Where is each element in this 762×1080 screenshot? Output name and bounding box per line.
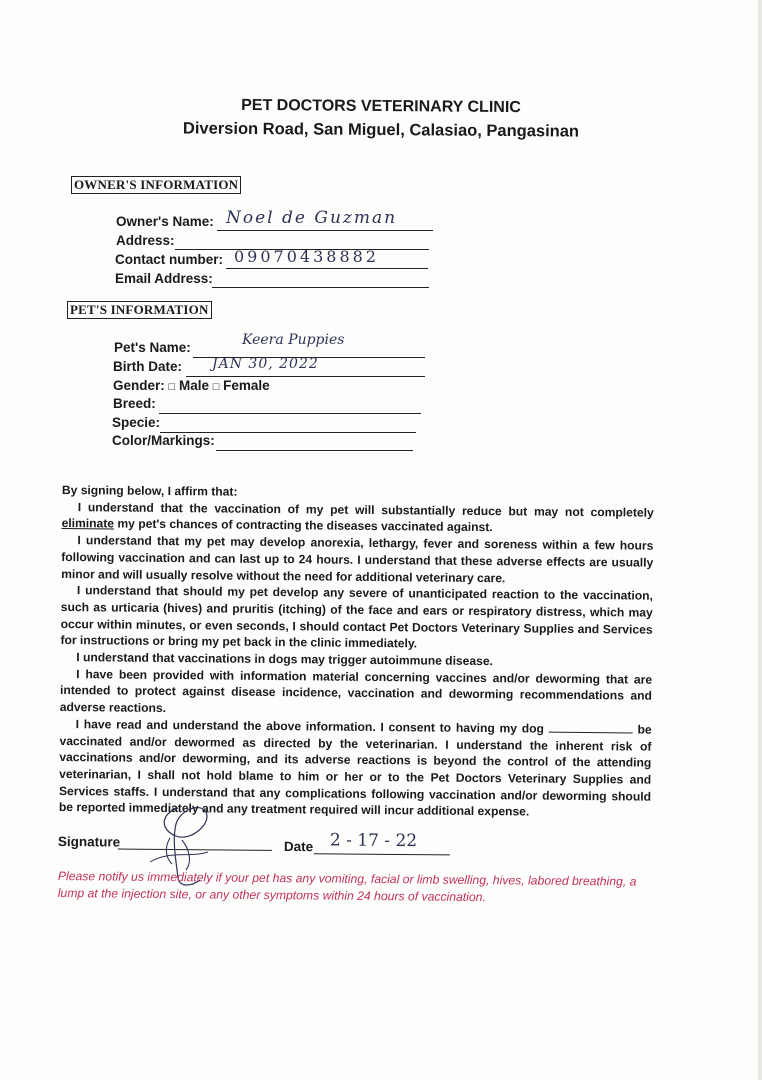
pet-name-label: Pet's Name: (114, 340, 191, 355)
breed-label: Breed: (113, 396, 156, 411)
date-line (314, 853, 450, 855)
female-option-label: Female (223, 378, 270, 393)
breed-line (159, 413, 421, 414)
email-line (212, 287, 429, 288)
specie-label: Specie: (112, 415, 161, 430)
male-checkbox[interactable]: □ (168, 381, 176, 393)
email-label: Email Address: (115, 271, 213, 286)
p1-post: my pet's chances of contracting the diseases vaccinated against. (117, 516, 493, 535)
affirmation-paragraph-5: I have been provided with information material concerning vaccines and/or deworming that are intended to protect against disease incidence, vaccination and deworming recommendations and adverse reactions. (59, 666, 653, 716)
dog-name-blank[interactable] (549, 723, 633, 734)
owner-name-label: Owner's Name: (116, 214, 214, 229)
pet-name-value[interactable]: Keera Puppies (242, 332, 345, 348)
owner-name-value[interactable]: Noel de Guzman (226, 208, 398, 228)
p1-pre: I understand that the vaccination of my pet will substantially reduce but may not completely (77, 499, 654, 520)
affirmation-paragraph-4: I understand that vaccinations in dogs may trigger autoimmune disease. (76, 650, 494, 669)
affirmation-paragraph-3: I understand that should my pet develop any severe of unanticipated reaction to the vaccination, such as urticaria (hives) and pruritis (itching) of the face and ears or respiratory distress, which may occur within minutes, or even seconds, I should contact Pet Doctors Veterinary Supplies and Services for instructions or bring my pet back in the clinic immediately. (60, 583, 654, 651)
birth-date-line (186, 376, 425, 377)
signature-label: Signature (57, 834, 121, 850)
owner-section-title: OWNER'S INFORMATION (71, 176, 241, 194)
clinic-address: Diversion Road, San Miguel, Calasiao, Pangasinan (182, 119, 580, 141)
contact-number-line (226, 268, 428, 269)
affirmation-intro: By signing below, I affirm that: (61, 482, 238, 499)
owner-address-label: Address: (116, 233, 175, 248)
affirmation-paragraph-1 (62, 499, 654, 538)
male-option-label: Male (178, 378, 209, 393)
signature-row (57, 830, 458, 867)
date-value[interactable]: 2 - 17 - 22 (329, 830, 418, 852)
aftercare-note: Please notify us immediately if your pet has any vomiting, facial or limb swelling, hives, labored breathing, a lump at the injection site, or any other symptoms within 24 hours of vaccination. (57, 868, 637, 905)
color-markings-line (216, 450, 413, 451)
birth-date-label: Birth Date: (113, 359, 183, 374)
female-checkbox[interactable]: □ (212, 381, 220, 393)
p6-pre: I have read and understand the above information. I consent to having my dog (75, 716, 545, 736)
gender-label: Gender: (113, 378, 165, 393)
birth-date-value[interactable]: JAN 30, 2022 (212, 356, 319, 372)
contact-number-label: Contact number: (115, 252, 223, 267)
eliminate-word: eliminate (61, 516, 115, 531)
p6-post: be vaccinated and/or dewormed as directed by the veterinarian. I understand the inherent risk of vaccinations and/or deworming, and its adverse reactions is beyond the control of the attending veterinarian, I shall not hold blame to him or her or to the Pet Doctors Veterinary Supplies and Services staffs. I understand that any complications following vaccination and/or deworming should be reported immediately and any treatment required will incur additional expense. (58, 722, 652, 819)
date-label: Date (283, 838, 314, 855)
clinic-name: PET DOCTORS VETERINARY CLINIC (241, 96, 521, 117)
pet-section-title: PET'S INFORMATION (67, 301, 212, 319)
page-edge (758, 0, 762, 1080)
owner-name-line (217, 230, 433, 231)
color-markings-label: Color/Markings: (112, 433, 215, 448)
contact-number-value[interactable]: 09070438882 (234, 247, 379, 266)
affirmation-paragraph-2: I understand that my pet may develop anorexia, lethargy, fever and soreness within a few hours following vaccination and can last up to 24 hours. I understand that these adverse effects are usually minor and will usually resolve without the need for additional veterinary care. (61, 533, 654, 585)
affirmation-text (59, 482, 654, 822)
gender-row (113, 378, 270, 393)
